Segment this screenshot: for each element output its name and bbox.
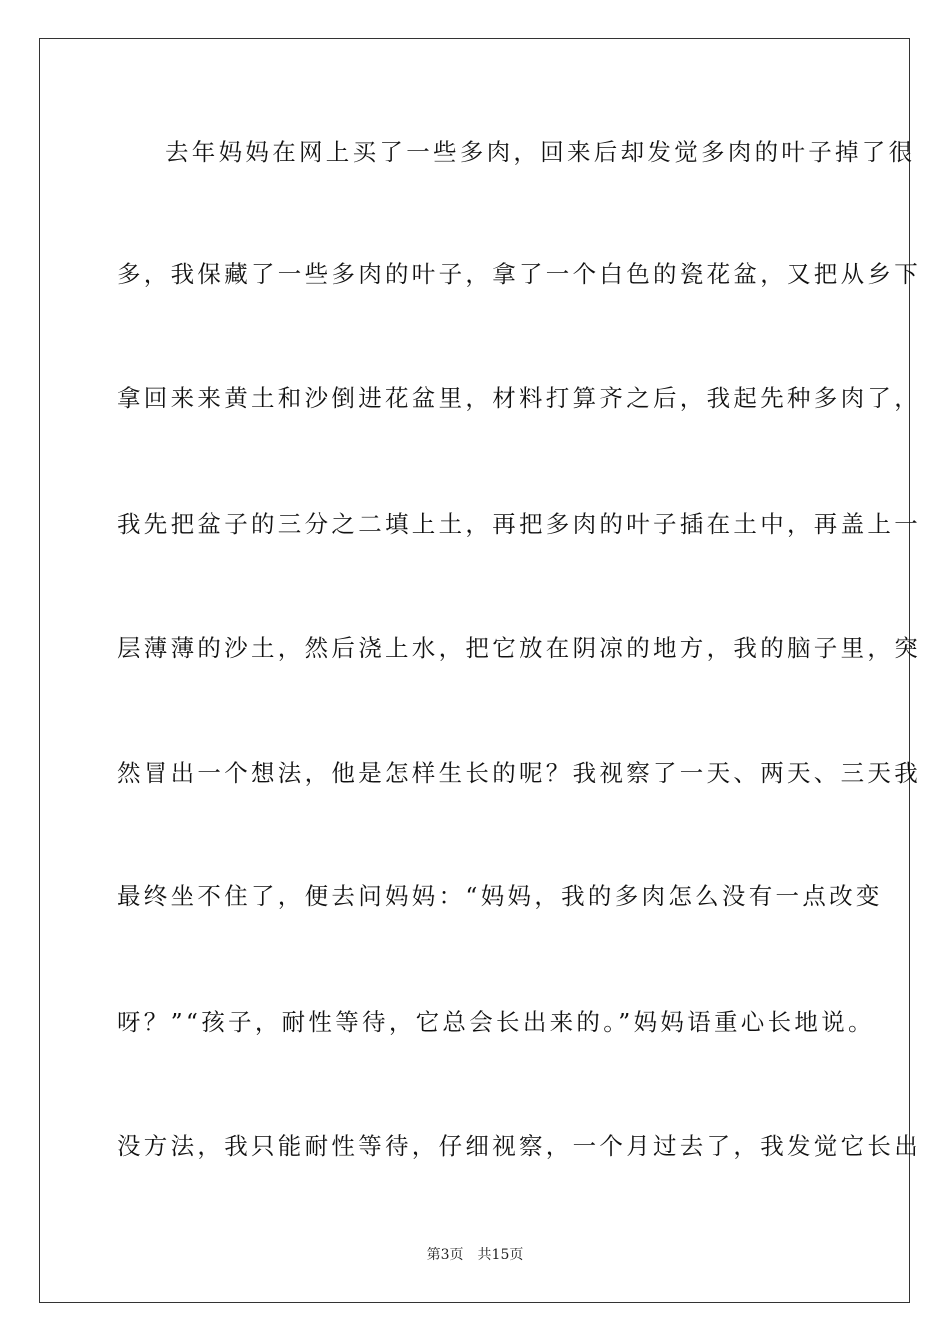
page-number: 第3页 [426,1247,464,1263]
paragraph-line-7: 最终坐不住了，便去问妈妈：“妈妈，我的多肉怎么没有一点改变 [117,882,883,910]
paragraph-line-1: 去年妈妈在网上买了一些多肉，回来后却发觉多肉的叶子掉了很 [165,138,916,166]
page-footer [0,1246,950,1264]
paragraph-line-9: 没方法，我只能耐性等待，仔细视察，一个月过去了，我发觉它长出 [117,1132,921,1160]
paragraph-line-5: 层薄薄的沙土，然后浇上水，把它放在阴凉的地方，我的脑子里，突 [117,634,921,662]
paragraph-line-2: 多，我保藏了一些多肉的叶子，拿了一个白色的瓷花盆，又把从乡下 [117,260,921,288]
page-border [39,38,921,1303]
paragraph-line-8: 呀？”“孩子，耐性等待，它总会长出来的。”妈妈语重心长地说。 [117,1008,875,1036]
page-total: 共15页 [477,1247,524,1263]
paragraph-line-6: 然冒出一个想法，他是怎样生长的呢？我视察了一天、两天、三天我 [117,759,921,787]
paragraph-line-4: 我先把盆子的三分之二填上土，再把多肉的叶子插在土中，再盖上一 [117,510,921,538]
paragraph-line-3: 拿回来来黄土和沙倒进花盆里，材料打算齐之后，我起先种多肉了， [117,384,921,412]
